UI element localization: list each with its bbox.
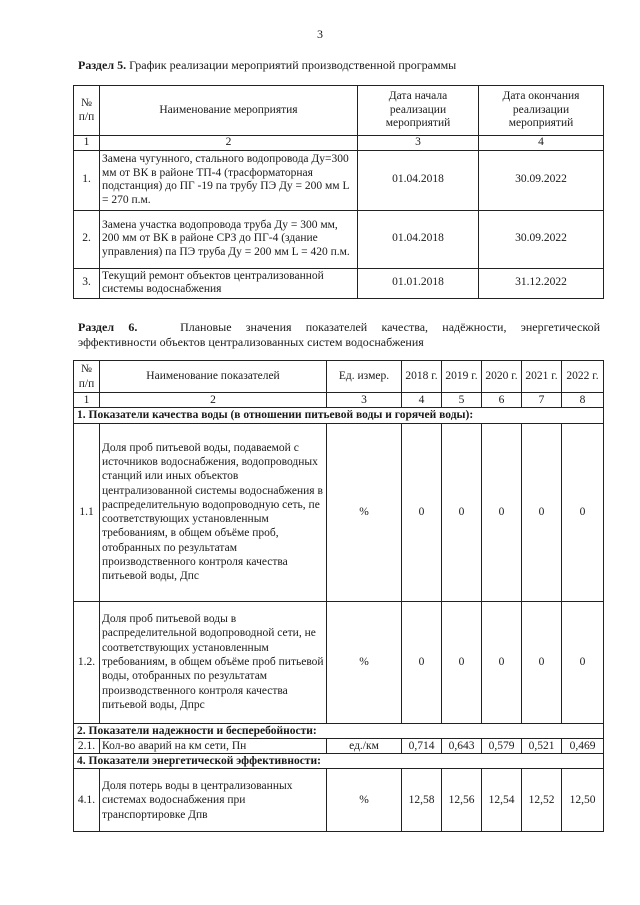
row-end: 30.09.2022 (479, 150, 604, 210)
index-cell: 1 (74, 136, 100, 151)
row-end: 30.09.2022 (479, 210, 604, 268)
header-end: Дата окончания реализации мероприятий (479, 86, 604, 136)
row-value: 0 (522, 423, 562, 601)
section5-heading (78, 58, 456, 73)
row-unit: ед./км (327, 738, 402, 753)
section-row (74, 408, 604, 423)
header-num: № п/п (74, 86, 100, 136)
row-value: 0,714 (402, 738, 442, 753)
table-row (74, 150, 604, 210)
table-row (74, 268, 604, 298)
row-name: Доля потерь воды в централизованных системах водоснабжения при транспортировке Дпв (100, 769, 327, 832)
row-value: 0 (562, 423, 604, 601)
table-row (74, 601, 604, 723)
index-cell: 7 (522, 393, 562, 408)
row-start: 01.04.2018 (358, 150, 479, 210)
header-year: 2018 г. (402, 361, 442, 393)
row-value: 0 (402, 601, 442, 723)
section5-table (73, 85, 604, 299)
table-row (74, 423, 604, 601)
section6-heading (78, 320, 600, 349)
row-value: 0 (402, 423, 442, 601)
row-name: Кол-во аварий на км сети, Пн (100, 738, 327, 753)
row-name: Текущий ремонт объектов централизованной системы водоснабжения (100, 268, 358, 298)
table-header-row (74, 361, 604, 393)
index-row (74, 136, 604, 151)
row-name: Замена чугунного, стального водопровода Ду=300 мм от ВК в районе ТП-4 (трасформаторная подстанция) до ПГ -19 па трубу ПЭ Ду = 200 мм L = 270 п.м. (100, 150, 358, 210)
section6-label: Раздел 6. (78, 320, 138, 334)
header-year: 2020 г. (482, 361, 522, 393)
header-name: Наименование мероприятия (100, 86, 358, 136)
row-name: Доля проб питьевой воды в распределительной водопроводной сети, не соответствующих установленным требованиям, в общем объёме проб питьевой воды, отобранных по результатам производственного контроля качества питьевой воды, Дпрс (100, 601, 327, 723)
section6-title-line1 (78, 320, 600, 335)
row-num: 1.1 (74, 423, 100, 601)
index-cell: 8 (562, 393, 604, 408)
row-num: 2.1. (74, 738, 100, 753)
row-num: 1. (74, 150, 100, 210)
row-end: 31.12.2022 (479, 268, 604, 298)
table-row (74, 210, 604, 268)
header-year: 2022 г. (562, 361, 604, 393)
row-value: 0 (442, 601, 482, 723)
section5-label: Раздел 5. (78, 58, 127, 72)
row-unit: % (327, 601, 402, 723)
table-header-row (74, 86, 604, 136)
group-heading: 4. Показатели энергетической эффективности: (74, 754, 604, 769)
index-cell: 4 (479, 136, 604, 151)
row-value: 12,54 (482, 769, 522, 832)
row-value: 0,469 (562, 738, 604, 753)
row-num: 3. (74, 268, 100, 298)
row-value: 0 (562, 601, 604, 723)
index-cell: 3 (358, 136, 479, 151)
row-unit: % (327, 769, 402, 832)
row-name: Доля проб питьевой воды, подаваемой с источников водоснабжения, водопроводных станций или иных объектов централизованной системы водоснабжения в распределительную водопроводную сеть, пе соответствующих установленным требованиям, в общем объёме проб, отобранных по результатам производственного контроля качества питьевой воды, Дпс (100, 423, 327, 601)
header-year: 2021 г. (522, 361, 562, 393)
header-start: Дата начала реализации мероприятий (358, 86, 479, 136)
index-cell: 2 (100, 136, 358, 151)
index-cell: 4 (402, 393, 442, 408)
index-cell: 5 (442, 393, 482, 408)
row-value: 12,56 (442, 769, 482, 832)
row-value: 0,579 (482, 738, 522, 753)
row-num: 4.1. (74, 769, 100, 832)
row-num: 2. (74, 210, 100, 268)
section6-title-line2: эффективности объектов централизованных систем водоснабжения (78, 334, 424, 349)
index-cell: 3 (327, 393, 402, 408)
section-row (74, 723, 604, 738)
row-start: 01.01.2018 (358, 268, 479, 298)
index-row (74, 393, 604, 408)
row-value: 0 (442, 423, 482, 601)
table-row (74, 769, 604, 832)
header-name: Наименование показателей (100, 361, 327, 393)
group-heading: 1. Показатели качества воды (в отношении питьевой воды и горячей воды): (74, 408, 604, 423)
index-cell: 1 (74, 393, 100, 408)
row-value: 12,58 (402, 769, 442, 832)
row-unit: % (327, 423, 402, 601)
row-start: 01.04.2018 (358, 210, 479, 268)
header-year: 2019 г. (442, 361, 482, 393)
row-value: 0 (522, 601, 562, 723)
section-row (74, 754, 604, 769)
header-unit: Ед. измер. (327, 361, 402, 393)
row-value: 0 (482, 423, 522, 601)
header-num: № п/п (74, 361, 100, 393)
page-number: 3 (317, 27, 323, 41)
index-cell: 6 (482, 393, 522, 408)
row-value: 0 (482, 601, 522, 723)
row-value: 0,521 (522, 738, 562, 753)
index-cell: 2 (100, 393, 327, 408)
row-value: 12,50 (562, 769, 604, 832)
section6-table (73, 360, 604, 832)
group-heading: 2. Показатели надежности и бесперебойности: (74, 723, 604, 738)
section5-title: График реализации мероприятий производственной программы (129, 58, 457, 72)
row-num: 1.2. (74, 601, 100, 723)
row-value: 12,52 (522, 769, 562, 832)
row-value: 0,643 (442, 738, 482, 753)
section6-title: Плановые значения показателей качества, надёжности, энергетической (180, 320, 600, 334)
row-name: Замена участка водопровода труба Ду = 300 мм, 200 мм от ВК в районе СРЗ до ПГ-4 (здание управления) па ПЭ труба Ду = 200 мм L = 420 п.м. (100, 210, 358, 268)
table-row (74, 738, 604, 753)
